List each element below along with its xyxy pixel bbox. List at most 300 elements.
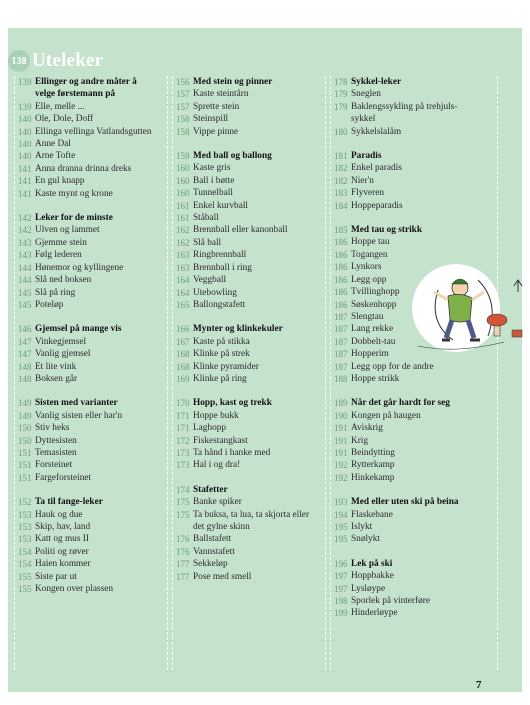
toc-entry-title: Brennball eller kanonball bbox=[193, 225, 288, 236]
section-header bbox=[8, 50, 103, 72]
toc-entry bbox=[15, 373, 167, 385]
toc-section-heading bbox=[331, 224, 497, 236]
toc-entry bbox=[173, 162, 325, 174]
toc-entry-title: Hoppe bukk bbox=[193, 410, 239, 421]
toc-entry bbox=[331, 509, 497, 521]
toc-entry bbox=[173, 509, 325, 521]
toc-entry-page: 195 bbox=[334, 522, 348, 532]
toc-entry bbox=[15, 348, 167, 360]
toc-entry-title: Lysløype bbox=[351, 583, 386, 594]
toc-entry-page: 179 bbox=[334, 101, 348, 112]
toc-entry bbox=[15, 571, 167, 583]
toc-entry-title: Gjemme stein bbox=[35, 237, 87, 248]
toc-entry bbox=[173, 126, 325, 138]
toc-section bbox=[15, 496, 167, 595]
toc-entry bbox=[173, 336, 325, 348]
toc-entry-title: Lynkors bbox=[351, 262, 382, 273]
toc-column-1 bbox=[14, 76, 168, 670]
toc-entry-page: 141 bbox=[18, 176, 32, 187]
toc-entry-title: Beindytting bbox=[351, 447, 395, 458]
toc-entry-page: 187 bbox=[334, 361, 348, 372]
toc-entry bbox=[331, 447, 497, 459]
toc-entry-page: 161 bbox=[176, 200, 190, 211]
toc-entry bbox=[15, 175, 167, 187]
toc-entry-title: Sekkeløp bbox=[193, 559, 228, 570]
toc-entry bbox=[173, 447, 325, 459]
toc-entry-page: 145 bbox=[18, 287, 32, 298]
toc-entry bbox=[15, 533, 167, 545]
toc-entry bbox=[15, 101, 167, 113]
toc-entry-title: Temasisten bbox=[35, 447, 77, 458]
toc-entry bbox=[331, 472, 497, 484]
toc-entry-title: Følg lederen bbox=[35, 250, 82, 261]
toc-entry-page: 191 bbox=[334, 447, 348, 458]
toc-section bbox=[15, 323, 167, 385]
toc-entry-page bbox=[176, 521, 193, 533]
toc-section bbox=[331, 76, 497, 138]
toc-entry-page: 166 bbox=[176, 324, 190, 335]
toc-entry-title: Hal i og dra! bbox=[193, 460, 241, 471]
toc-entry-page: 157 bbox=[176, 101, 190, 112]
toc-section bbox=[331, 397, 497, 484]
toc-entry-page bbox=[18, 88, 35, 100]
toc-entry-title: Baklengssykling på trehjuls- bbox=[351, 101, 458, 112]
toc-entry bbox=[173, 422, 325, 434]
toc-entry-page: 149 bbox=[18, 398, 32, 409]
toc-entry-title: Pose med smell bbox=[193, 571, 252, 582]
toc-entry-title: Sprette stein bbox=[193, 101, 240, 112]
toc-entry-page: 195 bbox=[334, 534, 348, 545]
toc-entry-page: 187 bbox=[334, 349, 348, 360]
toc-entry-title: Ta buksa, ta lua, ta skjorta eller bbox=[193, 509, 310, 520]
toc-entry-title: Siste par ut bbox=[35, 571, 77, 582]
toc-entry bbox=[15, 150, 167, 162]
toc-section bbox=[173, 323, 325, 385]
toc-entry-title: Med eller uten ski på beina bbox=[351, 497, 459, 508]
toc-entry-title: Ellinger og andre måter å bbox=[35, 77, 137, 87]
toc-entry-page: 149 bbox=[18, 410, 32, 421]
toc-entry-title: Sykkelslalåm bbox=[351, 126, 402, 137]
toc-entry bbox=[173, 224, 325, 236]
toc-entry-title: Banke spiker bbox=[193, 497, 242, 508]
toc-entry-page: 186 bbox=[334, 237, 348, 248]
toc-section-heading bbox=[15, 212, 167, 224]
toc-entry bbox=[331, 410, 497, 422]
toc-entry-page: 171 bbox=[176, 423, 190, 434]
toc-entry-page: 178 bbox=[334, 77, 348, 87]
toc-entry-page: 186 bbox=[334, 299, 348, 310]
toc-entry-page: 192 bbox=[334, 472, 348, 483]
toc-entry-page: 146 bbox=[18, 324, 32, 335]
toc-column-2 bbox=[172, 76, 326, 670]
toc-section-heading bbox=[15, 88, 167, 100]
toc-entry-title: Kongen på haugen bbox=[351, 410, 421, 421]
toc-entry-page: 142 bbox=[18, 225, 32, 236]
toc-entry-page: 170 bbox=[176, 398, 190, 409]
toc-entry-page: 159 bbox=[176, 151, 190, 162]
toc-entry bbox=[331, 521, 497, 533]
toc-entry bbox=[331, 88, 497, 100]
toc-section bbox=[15, 76, 167, 200]
toc-entry bbox=[15, 422, 167, 434]
toc-entry bbox=[15, 163, 167, 175]
toc-entry bbox=[173, 361, 325, 373]
toc-section-heading bbox=[173, 150, 325, 162]
toc-entry bbox=[331, 583, 497, 595]
toc-entry-page: 162 bbox=[176, 225, 190, 236]
toc-entry bbox=[331, 249, 497, 261]
toc-entry-title: velge førstemann på bbox=[35, 89, 116, 100]
toc-entry bbox=[15, 447, 167, 459]
section-page-number: 138 bbox=[8, 50, 30, 72]
toc-entry-page: 144 bbox=[18, 262, 32, 273]
toc-entry-title: Med ball og ballong bbox=[193, 151, 272, 162]
toc-entry-title: Laghopp bbox=[193, 423, 227, 434]
toc-entry bbox=[15, 224, 167, 236]
toc-entry-title: Hønemor og kyllingene bbox=[35, 262, 124, 273]
toc-entry-page: 193 bbox=[334, 497, 348, 508]
toc-entry-title: Hoppe strikk bbox=[351, 373, 400, 384]
toc-section bbox=[173, 484, 325, 583]
toc-section bbox=[15, 397, 167, 484]
toc-entry-title: Hinderløype bbox=[351, 608, 398, 619]
toc-entry-page: 182 bbox=[334, 175, 348, 186]
toc-entry bbox=[173, 274, 325, 286]
toc-entry-title: Slå ball bbox=[193, 237, 222, 248]
toc-entry-title: Kaste mynt og krone bbox=[35, 188, 113, 199]
toc-entry bbox=[15, 237, 167, 249]
toc-entry-title: Sisten med varianter bbox=[35, 398, 118, 409]
toc-entry-title: Hoppe tau bbox=[351, 237, 390, 248]
toc-entry bbox=[173, 237, 325, 249]
toc-entry-title: Skip, hav, land bbox=[35, 522, 91, 532]
rope-jumping-illustration bbox=[408, 262, 530, 362]
toc-entry-page: 168 bbox=[176, 361, 190, 372]
toc-entry-title: Hopp, kast og trekk bbox=[193, 398, 272, 409]
toc-entry bbox=[15, 262, 167, 274]
toc-entry-title: Vanlig gjemsel bbox=[35, 349, 91, 360]
toc-entry-page: 194 bbox=[334, 509, 348, 520]
toc-entry-title: Enkel paradis bbox=[351, 163, 402, 174]
toc-entry-title: Vanlig sisten eller har'n bbox=[35, 410, 123, 421]
toc-entry-page: 155 bbox=[18, 571, 32, 582]
toc-entry-title: Ståball bbox=[193, 213, 219, 224]
toc-list-2 bbox=[173, 76, 325, 583]
toc-entry-page: 154 bbox=[18, 559, 32, 570]
toc-entry bbox=[331, 435, 497, 447]
toc-entry bbox=[173, 546, 325, 558]
toc-entry-page: 141 bbox=[18, 188, 32, 199]
toc-entry-title: Anne Dal bbox=[35, 139, 71, 150]
toc-entry-title: Vannstafett bbox=[193, 546, 235, 557]
toc-entry-title: Vippe pinne bbox=[193, 126, 239, 137]
toc-entry-title: Lek på ski bbox=[351, 558, 393, 569]
toc-entry-page: 160 bbox=[176, 175, 190, 186]
toc-entry-title: Haien kommer bbox=[35, 559, 91, 570]
toc-entry-page: 153 bbox=[18, 534, 32, 545]
toc-entry-page: 175 bbox=[176, 497, 190, 508]
toc-entry-page: 177 bbox=[176, 559, 190, 570]
toc-entry bbox=[15, 546, 167, 558]
toc-entry-title: Søskenhopp bbox=[351, 299, 397, 310]
toc-entry-page: 152 bbox=[18, 497, 32, 508]
toc-entry-title: Enkel kurvball bbox=[193, 200, 248, 211]
toc-entry-title: Forsteinet bbox=[35, 460, 73, 471]
toc-entry bbox=[331, 101, 497, 113]
toc-entry-page: 139 bbox=[18, 77, 32, 87]
toc-entry-title: Paradis bbox=[351, 151, 382, 162]
toc-entry-title: Sneglen bbox=[351, 89, 381, 100]
toc-section-heading bbox=[15, 496, 167, 508]
toc-entry-title: Fiskestangkast bbox=[193, 435, 248, 446]
toc-entry-page: 181 bbox=[334, 151, 348, 162]
toc-entry bbox=[331, 533, 497, 545]
toc-entry-title: Lang rekke bbox=[351, 324, 394, 335]
toc-entry-page: 192 bbox=[334, 460, 348, 471]
toc-entry-page: 140 bbox=[18, 151, 32, 162]
toc-entry-title: Slå på ring bbox=[35, 287, 76, 298]
toc-entry-page: 191 bbox=[334, 435, 348, 446]
toc-entry-title: Ballongstafett bbox=[193, 299, 246, 310]
toc-entry-page: 162 bbox=[176, 237, 190, 248]
toc-entry bbox=[173, 459, 325, 471]
toc-section-heading bbox=[331, 496, 497, 508]
toc-entry-page: 173 bbox=[176, 460, 190, 471]
toc-entry-page: 153 bbox=[18, 509, 32, 520]
toc-entry-page: 160 bbox=[176, 188, 190, 199]
toc-entry-title: Slå ned boksen bbox=[35, 275, 92, 286]
toc-entry-title: Hopperim bbox=[351, 349, 389, 360]
toc-section-heading bbox=[331, 397, 497, 409]
toc-section-heading bbox=[331, 76, 497, 88]
toc-entry-title: Islykt bbox=[351, 522, 373, 532]
toc-entry-title: Ta til fange-leker bbox=[35, 497, 103, 508]
toc-section bbox=[15, 212, 167, 311]
toc-entry-title: Elle, melle ... bbox=[35, 101, 85, 112]
toc-entry bbox=[15, 459, 167, 471]
toc-entry-title: Stiv heks bbox=[35, 423, 70, 434]
toc-entry bbox=[15, 188, 167, 200]
toc-entry-page: 148 bbox=[18, 361, 32, 372]
toc-entry-title: Ball i bøtte bbox=[193, 175, 235, 186]
toc-entry-title: det gylne skinn bbox=[193, 522, 250, 532]
toc-entry-page: 157 bbox=[176, 89, 190, 100]
toc-entry-title: Ta hånd i hanke med bbox=[193, 447, 271, 458]
toc-entry-page: 154 bbox=[18, 546, 32, 557]
toc-entry-title: Ballstafett bbox=[193, 534, 232, 545]
toc-entry-title: Kaste på stikka bbox=[193, 336, 250, 347]
toc-entry bbox=[15, 410, 167, 422]
toc-entry bbox=[15, 361, 167, 373]
toc-entry-page: 141 bbox=[18, 163, 32, 174]
toc-entry-title: Sykkel-leker bbox=[351, 77, 402, 87]
toc-entry bbox=[173, 348, 325, 360]
toc-entry-title: Hoppbakke bbox=[351, 571, 394, 582]
toc-entry-page: 139 bbox=[18, 101, 32, 112]
toc-entry-page: 176 bbox=[176, 546, 190, 557]
toc-entry bbox=[15, 138, 167, 150]
toc-entry-page: 188 bbox=[334, 373, 348, 384]
toc-entry-page: 150 bbox=[18, 435, 32, 446]
toc-entry-page: 186 bbox=[334, 287, 348, 298]
toc-entry-page: 140 bbox=[18, 114, 32, 125]
toc-entry bbox=[331, 595, 497, 607]
toc-entry-title: Mynter og klinkekuler bbox=[193, 324, 283, 335]
toc-entry bbox=[173, 287, 325, 299]
toc-entry-title: Klinke på strek bbox=[193, 349, 250, 360]
toc-entry bbox=[15, 472, 167, 484]
toc-entry-title: Gjemsel på mange vis bbox=[35, 324, 122, 335]
toc-entry-title: Nier'n bbox=[351, 175, 374, 186]
toc-entry-page: 147 bbox=[18, 349, 32, 360]
toc-section-heading bbox=[15, 397, 167, 409]
toc-entry-title: Utebowling bbox=[193, 287, 237, 298]
toc-entry-title: Kaste gris bbox=[193, 163, 231, 174]
toc-entry bbox=[173, 88, 325, 100]
toc-entry-title: Sporlek på vinterføre bbox=[351, 596, 430, 607]
toc-entry-page: 148 bbox=[18, 373, 32, 384]
toc-entry-title: Dobbelt-tau bbox=[351, 336, 396, 347]
toc-entry-page: 160 bbox=[176, 163, 190, 174]
toc-entry-page: 164 bbox=[176, 287, 190, 298]
toc-entry-page: 169 bbox=[176, 373, 190, 384]
toc-entry-page: 175 bbox=[176, 509, 190, 520]
toc-section-heading bbox=[15, 323, 167, 335]
toc-entry-title: Katt og mus II bbox=[35, 534, 89, 545]
toc-entry-title: Arne Tofte bbox=[35, 151, 76, 162]
toc-entry-page: 185 bbox=[334, 225, 348, 236]
toc-entry bbox=[173, 249, 325, 261]
toc-entry bbox=[173, 571, 325, 583]
toc-section-heading bbox=[331, 558, 497, 570]
toc-entry bbox=[331, 607, 497, 619]
toc-entry-title: Togangen bbox=[351, 249, 388, 260]
toc-entry-page: 143 bbox=[18, 250, 32, 261]
toc-entry-title: Steinspill bbox=[193, 114, 229, 125]
toc-entry-page: 140 bbox=[18, 126, 32, 137]
toc-section bbox=[331, 496, 497, 546]
toc-entry-page: 151 bbox=[18, 472, 32, 483]
toc-entry-title: Ulven og lammet bbox=[35, 225, 100, 236]
toc-section bbox=[331, 150, 497, 212]
toc-entry bbox=[15, 435, 167, 447]
toc-entry-page: 161 bbox=[176, 213, 190, 224]
toc-entry-page: 189 bbox=[334, 398, 348, 409]
toc-entry-title: Et lite vink bbox=[35, 361, 77, 372]
toc-entry bbox=[15, 249, 167, 261]
toc-entry bbox=[173, 101, 325, 113]
toc-section bbox=[331, 558, 497, 620]
toc-entry-title: Hinkekamp bbox=[351, 472, 395, 483]
toc-entry-page: 163 bbox=[176, 250, 190, 261]
toc-entry bbox=[331, 422, 497, 434]
toc-entry-title: sykkel bbox=[351, 114, 376, 125]
toc-entry-title: Ole, Dole, Doff bbox=[35, 114, 94, 125]
toc-entry bbox=[15, 287, 167, 299]
toc-entry-title: Poteløp bbox=[35, 299, 64, 310]
toc-entry-page: 168 bbox=[176, 349, 190, 360]
toc-entry-page: 153 bbox=[18, 522, 32, 532]
toc-section bbox=[173, 150, 325, 311]
toc-entry bbox=[331, 175, 497, 187]
section-title: Uteleker bbox=[32, 50, 104, 71]
toc-entry-title: Klinke på ring bbox=[193, 373, 247, 384]
toc-entry-page: 191 bbox=[334, 423, 348, 434]
page-number: 7 bbox=[476, 679, 482, 691]
toc-entry-page: 184 bbox=[334, 200, 348, 211]
toc-section-heading bbox=[173, 76, 325, 88]
toc-entry-page: 179 bbox=[334, 89, 348, 100]
toc-entry-page: 155 bbox=[18, 584, 32, 595]
toc-list-1 bbox=[15, 76, 167, 595]
toc-entry bbox=[15, 274, 167, 286]
toc-entry bbox=[331, 200, 497, 212]
toc-entry bbox=[173, 435, 325, 447]
toc-entry bbox=[331, 373, 497, 385]
toc-entry-page: 163 bbox=[176, 262, 190, 273]
toc-entry-title: Fargeforsteinet bbox=[35, 472, 92, 483]
toc-entry bbox=[331, 113, 497, 125]
toc-entry-page: 180 bbox=[334, 126, 348, 137]
toc-entry-page: 187 bbox=[334, 324, 348, 335]
toc-entry-title: Ringbrennball bbox=[193, 250, 247, 261]
toc-entry bbox=[173, 262, 325, 274]
toc-entry bbox=[15, 583, 167, 595]
toc-entry-title: Vinkegjemsel bbox=[35, 336, 87, 347]
toc-entry-title: Anna dranna drinna dreks bbox=[35, 163, 132, 174]
toc-entry-page: 187 bbox=[334, 336, 348, 347]
toc-entry-title: Ellinga vellinga Vatlandsgutten bbox=[35, 126, 152, 137]
toc-entry-page: 190 bbox=[334, 410, 348, 421]
toc-entry bbox=[331, 187, 497, 199]
toc-entry-page: 140 bbox=[18, 139, 32, 150]
toc-entry-page: 186 bbox=[334, 249, 348, 260]
toc-entry-page: 143 bbox=[18, 237, 32, 248]
toc-entry-title: Klinke pyramider bbox=[193, 361, 259, 372]
toc-entry-page: 199 bbox=[334, 608, 348, 619]
toc-entry bbox=[15, 558, 167, 570]
toc-entry-page: 165 bbox=[176, 299, 190, 310]
toc-entry bbox=[331, 126, 497, 138]
toc-entry-title: Leker for de minste bbox=[35, 213, 113, 224]
toc-entry-page bbox=[334, 113, 351, 125]
toc-entry bbox=[15, 113, 167, 125]
toc-entry bbox=[331, 162, 497, 174]
toc-entry-page: 186 bbox=[334, 274, 348, 285]
toc-section-heading bbox=[173, 484, 325, 496]
toc-entry-page: 197 bbox=[334, 583, 348, 594]
toc-entry bbox=[173, 521, 325, 533]
toc-entry bbox=[15, 126, 167, 138]
toc-entry-page: 144 bbox=[18, 275, 32, 286]
toc-entry-page: 171 bbox=[176, 410, 190, 421]
toc-entry-title: Snølykt bbox=[351, 534, 380, 545]
toc-entry bbox=[173, 113, 325, 125]
toc-section-heading bbox=[173, 397, 325, 409]
toc-entry-page: 176 bbox=[176, 534, 190, 545]
toc-section-heading bbox=[173, 323, 325, 335]
toc-entry bbox=[15, 509, 167, 521]
toc-entry-title: Når det går hardt for seg bbox=[351, 398, 450, 409]
toc-entry-title: Flaskebane bbox=[351, 509, 393, 520]
toc-entry-page: 198 bbox=[334, 596, 348, 607]
toc-entry bbox=[173, 187, 325, 199]
toc-section-heading bbox=[331, 150, 497, 162]
toc-section bbox=[173, 397, 325, 471]
toc-entry bbox=[15, 521, 167, 533]
toc-entry-title: Flyveren bbox=[351, 188, 385, 199]
toc-entry-title: Rytterkamp bbox=[351, 460, 395, 471]
